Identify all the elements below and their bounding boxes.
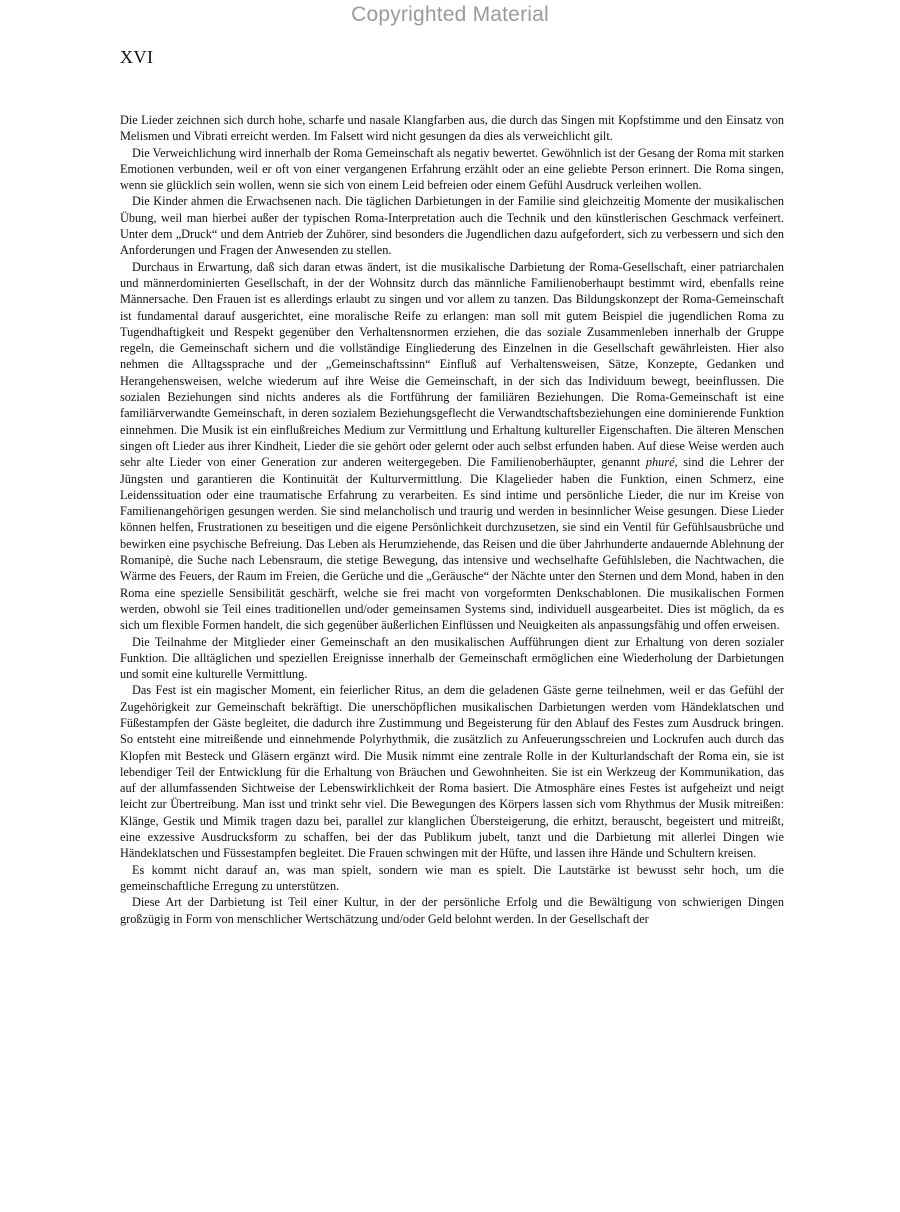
page-number: XVI	[120, 47, 154, 67]
paragraph-4	[120, 259, 784, 634]
paragraph-3: Die Kinder ahmen die Erwachsenen nach. Die täglichen Darbietungen in der Familie sind gleichzeitig Momente der musikalischen Übung, weil man hierbei außer der typischen Roma-Interpretation auch die Technik und den künstlerischen Geschmack verfeinert. Unter dem „Druck“ und dem Antrieb der Zuhörer, sind besonders die Jugendlichen dazu aufgefordert, sich zu verbessern und sich den Anforderungen und Fragen der Anwesenden zu stellen.	[120, 194, 784, 258]
copyright-watermark: Copyrighted Material	[351, 3, 549, 26]
body-text	[120, 112, 784, 927]
paragraph-4-part-1: Durchaus in Erwartung, daß sich daran etwas ändert, ist die musikalische Darbietung der Roma-Gesellschaft, einer patriarchalen und männerdominierten Gesellschaft, in der der Wohnsitz durch das männliche Familienoberhaupt bestimmt wird, ebenfalls reine Männersache. Den Frauen ist es allerdings erlaubt zu singen und vor allem zu tanzen. Das Bildungskonzept der Roma-Gemeinschaft ist fundamental darauf ausgerichtet, eine moralische Reife zu erlangen: man soll mit gutem Beispiel die jugendlichen Roma zu Tugendhaftigkeit und Respekt gegenüber den Verhaltensnormen erziehen, die das soziale Zusammenleben innerhalb der Gruppe regeln, die Gemeinschaft sichern und die vollständige Eingliederung des Einzelnen in die Gesellschaft gewährleisten. Hier also nehmen die Alltagssprache und der „Gemeinschaftssinn“ Einfluß auf Verhaltensweisen, Sätze, Konzepte, Gedanken und Herangehensweisen, welche wiederum auf ihre Weise die Gemeinschaft, in der sich das Individuum bewegt, beeinflussen. Die sozialen Beziehungen sind nichts anderes als die Fortführung der familiären Beziehungen. Die Roma-Gemeinschaft ist eine familiärverwandte Gemeinschaft, in deren sozialem Beziehungsgeflecht die Verwandtschaftsbeziehungen eine dominierende Funktion einnehmen. Die Musik ist ein einflußreiches Medium zur Vermittlung und Erhaltung kultureller Eigenschaften. Die älteren Menschen singen oft Lieder aus ihrer Kindheit, Lieder die sie gehört oder gelernt oder auch selbst erfunden haben. Auf diese Weise werden auch sehr alte Lieder von einer Generation zur anderen weitergegeben. Die Familienoberhäupter, genannt	[120, 259, 784, 470]
paragraph-4-part-2: , sind die Lehrer der Jüngsten und garantieren die Kontinuität der Kulturvermittlung. Die Klagelieder haben die Funktion, einen Schmerz, eine Leidenssituation oder eine traumatische Erfahrung zu verarbeiten. Es sind intime und persönliche Lieder, die nur im Kreise von Familienangehörigen gesungen werden. Sie sind melancholisch und traurig und werden in besinnlicher Weise gesungen. Diese Lieder können helfen, Frustrationen zu beseitigen und die eigene Persönlichkeit durchzusetzen, sie sind ein Ventil für Gefühlsausbrüche und bewirken eine psychische Befreiung. Das Leben als Herumziehende, das Reisen und die über Jahrhunderte andauernde Ablehnung der Romanipè, die Suche nach Lebensraum, die stetige Bewegung, das intensive und wechselhafte Gefühlsleben, die Nachtwachen, die Wärme des Feuers, der Raum im Freien, die Gerüche und die „Geräusche“ der Nächte unter den Sternen und dem Mond, haben in den Roma eine spezielle Sensibilität geschärft, welche sie frei macht von vorgeformten Denkschablonen. Die musikalischen Formen werden, obwohl sie Teil eines traditionellen und/oder gemeinsamen Systems sind, individuell ausgearbeitet. Dies ist möglich, da es sich um flexible Formen handelt, die sich gegenüber äußerlichen Einflüssen und Neuigkeiten als anpassungsfähig und offen erweisen.	[120, 455, 784, 633]
paragraph-2: Die Verweichlichung wird innerhalb der Roma Gemeinschaft als negativ bewertet. Gewöhnlich ist der Gesang der Roma mit starken Emotionen verbunden, weil er oft von einer vergangenen Erfahrung erzählt oder an eine geliebte Person erinnert. Die Roma singen, wenn sie glücklich sein wollen, wenn sie sich von einem Leid befreien oder einem Gefühl Ausdruck verleihen wollen.	[120, 145, 784, 193]
paragraph-8: Diese Art der Darbietung ist Teil einer Kultur, in der der persönliche Erfolg und die Bewältigung von schwierigen Dingen großzügig in Form von menschlicher Wertschätzung und/oder Geld belohnt werden. In der Gesellschaft der	[120, 895, 784, 926]
paragraph-6: Das Fest ist ein magischer Moment, ein feierlicher Ritus, an dem die geladenen Gäste gerne teilnehmen, weil er das Gefühl der Zugehörigkeit zur Gemeinschaft bekräftigt. Die unerschöpflichen musikalischen Darbietungen werden vom Händeklatschen und Füßestampfen der Gäste begleitet, die dadurch ihre Zustimmung und Begeisterung für den Ablauf des Festes zum Ausdruck bringen. So entsteht eine mitreißende und einnehmende Polyrhythmik, die zusätzlich zu Anfeuerungsschreien und Lockrufen auch durch das Klopfen mit Besteck und Gläsern ergänzt wird. Die Musik nimmt eine zentrale Rolle in der Kulturlandschaft der Roma ein, sie ist lebendiger Teil der Entwicklung für die Erhaltung von Bräuchen und Gewohnheiten. Sie ist ein Werkzeug der Kommunikation, das auf der allumfassenden Sichtweise der Lebenswirklichkeit der Roma basiert. Die Atmosphäre eines Festes ist aufgeheizt und neigt leicht zur Übertreibung. Man isst und trinkt sehr viel. Die Bewegungen des Körpers lassen sich vom Rhythmus der Musik mitreißen: Klänge, Gestik und Mimik tragen dazu bei, parallel zur klanglichen Übersteigerung, die erhitzt, berauscht, begeistert und mitreißt, eine exzessive Ausdrucksform zu schaffen, bei der das Publikum jubelt, tanzt und die Darbietung mit allerlei Dingen wie Händeklatschen und Füssestampfen begleitet. Die Frauen schwingen mit der Hüfte, und lassen ihre Hände und Schultern kreisen.	[120, 683, 784, 861]
paragraph-1: Die Lieder zeichnen sich durch hohe, scharfe und nasale Klangfarben aus, die durch das Singen mit Kopfstimme und den Einsatz von Melismen und Vibrati erreicht werden. Im Falsett wird nicht gesungen da dies als verweichlicht gilt.	[120, 113, 784, 144]
paragraph-5: Die Teilnahme der Mitglieder einer Gemeinschaft an den musikalischen Aufführungen dient zur Erhaltung von deren sozialer Funktion. Die alltäglichen und speziellen Ereignisse innerhalb der Gemeinschaft ermöglichen eine Wiederholung der Darbietungen und somit eine kulturelle Vermittlung.	[120, 634, 784, 682]
paragraph-7: Es kommt nicht darauf an, was man spielt, sondern wie man es spielt. Die Lautstärke ist bewusst sehr hoch, um die gemeinschaftliche Erregung zu unterstützen.	[120, 862, 784, 893]
term-phure: phuré	[645, 455, 675, 470]
